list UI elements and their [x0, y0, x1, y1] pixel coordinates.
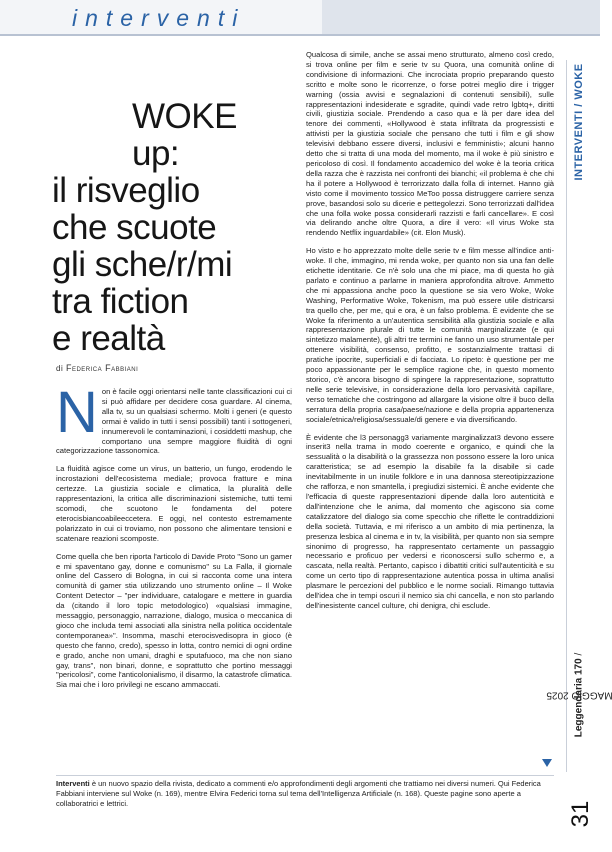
footnote-lead: Interventi [56, 779, 90, 788]
byline [56, 363, 138, 373]
footnote-rule [56, 775, 554, 776]
title-line: e realtà [52, 319, 165, 358]
article-title [52, 98, 292, 357]
header-band [0, 0, 600, 40]
vertical-divider [566, 60, 567, 772]
header-rule [0, 34, 600, 36]
byline-prefix: di [56, 364, 64, 373]
magazine-issue: Leggendaria 170 [573, 658, 585, 738]
folio-info: Leggendaria 170 / MAGGIO 2025 [545, 652, 612, 738]
paragraph: Qualcosa di simile, anche se assai meno strutturato, almeno così credo, si trova online per film e serie tv su Quora, una comunità online di condivisione di informazioni. Che incrociata proprio preparando questo scritto e molte sono le ricorrenze, o forse potrei meglio dire i trigger warning (ossia avvisi e segnalazioni di contenuti sensibili), sulle rappresentazioni indesiderate e sgradite, quindi vade retro lgbtq+, diritti civili, giustizia sociale. Prendendo a caso qua e là per dare idea del tenore dei commenti, «Hollywood è stata infiltrata da progressisti e attivisti per la giustizia sociale che pensano che tutti i film e gli show televisivi debbano essere diversi, inclusivi e femministi»; alcuni hanno detto che si tratta di una moda del momento, ma il woke è più sinistro e pericoloso di così. Il fondamento accademico del woke è la teoria critica della razza che è razzista nei confronti dei bianchi; «il problema è che chi ha il potere a Hollywood è terrorizzato dalla folla di internet. Hanno già visto come il movimento tossico MeToo possa distruggere carriere senza prove, basandosi solo su dicerie e pettegolezzi. Sono terrorizzati dall'idea che una folla woke possa considerarli razzisti e farli cancellare». E così via delirando anche oltre Quora, a dire il vero: «Il virus Woke sta rendendo Netflix inguardabile» (cit. Elon Musk). [306, 50, 554, 238]
paragraph: La fluidità agisce come un virus, un batterio, un fungo, erodendo le incrostazioni dell'ecosistema mediale; provoca fratture e mina certezze. La giustizia sociale e climatica, la pluralità delle rappresentazioni, la critica alle discriminazioni sistemiche, tutti temi scomodi, che scuotono le fondamenta del potere eterocisbiancoabileeccetera. E oggi, nel contesto estremamente polarizzato in cui ci troviamo, non possono che alimentare tensioni e scatenare reazioni scomposte. [56, 464, 292, 543]
page-number: 31 [567, 800, 594, 828]
author-name: Federica Fabbiani [65, 363, 139, 373]
end-of-article-icon [542, 759, 552, 767]
title-line: gli sche/r/mi [52, 245, 233, 284]
title-line: WOKE up: [132, 97, 237, 173]
footnote-text: è un nuovo spazio della rivista, dedicato a commenti e/o approfondimenti degli argomenti che trattiamo nei diversi numeri. Qui Federica Fabbiani interviene sul Woke (n. 169), mentre Elvira Federici torna sul tema dell'Intelligenza Artificiale (n. 168). Queste pagine sono aperte a collaboratrici e lettrici. [56, 779, 541, 808]
section-word: interventi [72, 5, 246, 31]
title-line: tra fiction [52, 282, 189, 321]
paragraph: Come quella che ben riporta l'articolo di Davide Proto "Sono un gamer e mi spaventano gay, donne e comunismo" su La Falla, il giornale online del Cassero di Bologna, in cui si racconta come una intera comunità di gamer stia utilizzando uno strumento online – Il Woke Content Detector – "per individuare, catalogare e mettere in guardia da (citando il loro topic metodologico) «qualsiasi immagine, messaggio, personaggio, narrazione, dialogo, musica o meccanica di gioco che includa temi associati alla sinistra nella politica occidentale contemporanea»". Insomma, maschi eterocisvedisopra in gioco (è questo che fanno, credo), spesso in lotta, contro nemici di ogni ordine e grado, anche non umani, draghi e sputafuoco, ma che non siano gay, trans", non binari, donne, e soprattutto che portino messaggi "pericolosi", come l'anticolonialismo, il disarmo, la catastrofe climatica. Sia mai che i loro privilegi ne escano ammaccati. [56, 551, 292, 690]
paragraph: Non è facile oggi orientarsi nelle tante classificazioni cui ci si può affidare per decidere cosa guardare. Al cinema, alla tv, su un qualsiasi schermo. Molti i generi (e questo ormai è valido in tutti i sensi possibili) tanti i sottogeneri, innumerevoli le contaminazioni, i cosiddetti mashup, che comportano una sempre maggiore fluidità di ogni categorizzazione tassonomica. [56, 380, 292, 456]
paragraph: È evidente che l3 personagg3 variamente marginalizzat3 devono essere inserit3 nella trama in modo coerente e organico, e quindi che la sessualità o la disabilità o la grassezza non possono essere la loro unica caratteristica; se ad esempio la disabile fa la disabile si cade inevitabilmente in un inutile folklore e in una dannosa stereotipizzazione che rafforza, e non smantella, i pregiudizi sistemici. È anche evidente che l'efficacia di queste rappresentazioni dipende dalla loro autenticità e dall'intenzione che le anima, dal momento che agiscono sia come catalizzatore del dialogo sia come specchio che riflette le contraddizioni della società. Tuttavia, e mi riferisco a un ambito di mia pertinenza, la presenza lesbica al cinema e in tv, la visibilità, per quanto non sia sempre sinonimo di progresso, ha rappresentato certamente un passaggio necessario e proficuo per vedersi e riconoscersi sullo schermo e, a cascata, nella realtà. Pertanto, capisco i dibattiti critici sull'autenticità e su come un certo tipo di rappresentazione autentica possa in ultima analisi plasmare le percezioni del pubblico e le norme sociali. Rimango tuttavia dell'idea che in tempi oscuri il nemico sia chi cancella, e non sto parlando dell'inesistente cancel culture, chi denigra, chi esclude. [306, 432, 554, 610]
footnote [56, 779, 554, 809]
left-column [56, 380, 292, 698]
right-column [306, 50, 554, 619]
title-line: che scuote [52, 208, 217, 247]
drop-cap: N [56, 380, 98, 445]
issue-date: MAGGIO 2025 [545, 689, 612, 701]
paragraph: Ho visto e ho apprezzato molte delle serie tv e film messe all'indice anti-woke. Il che, immagino, mi renda woke, per quanto non sia una fan delle etichette identitarie. Ce n'è solo una che mi piace, ma di questa ho già parlato e continuo a parlarne in maniera approfondita altrove. Ammetto che mi appassiona anche poco la questione se sia vero Woke, Woke Washing, Performative Woke, Tokenism, ma può essere utile districarsi tra quello che, per me, qui e ora, è un falso problema. È evidente che se Woke fa riferimento a un'autentica sensibilità alla giustizia sociale e alla rappresentazione plurale di tutte le comunità marginalizzate (e qui sintetizzo malamente), gli altri tre termini ne fanno un uso strumentale per ottenere visibilità, consenso, profitto, e sostanzialmente trattasi di pratiche ipocrite, superficiali e di facciata. Lo ripeto: è questione per me poco appassionante per le semplice ragione che, in questo momento storico, c'è ancora bisogno di spingere la rappresentazione, soprattutto nelle serie televisive, in considerazione della loro pervasività capillare, verso tematiche che costringono ad allargare la visione oltre il buco della serratura della propria casa/paese/nazione e della propria appartenenza sociale/etnica/religiosa/sessuale/di genere e via diversificando. [306, 246, 554, 424]
title-line: il risveglio [52, 171, 200, 210]
side-section-label: INTERVENTI / WOKE [573, 63, 585, 181]
